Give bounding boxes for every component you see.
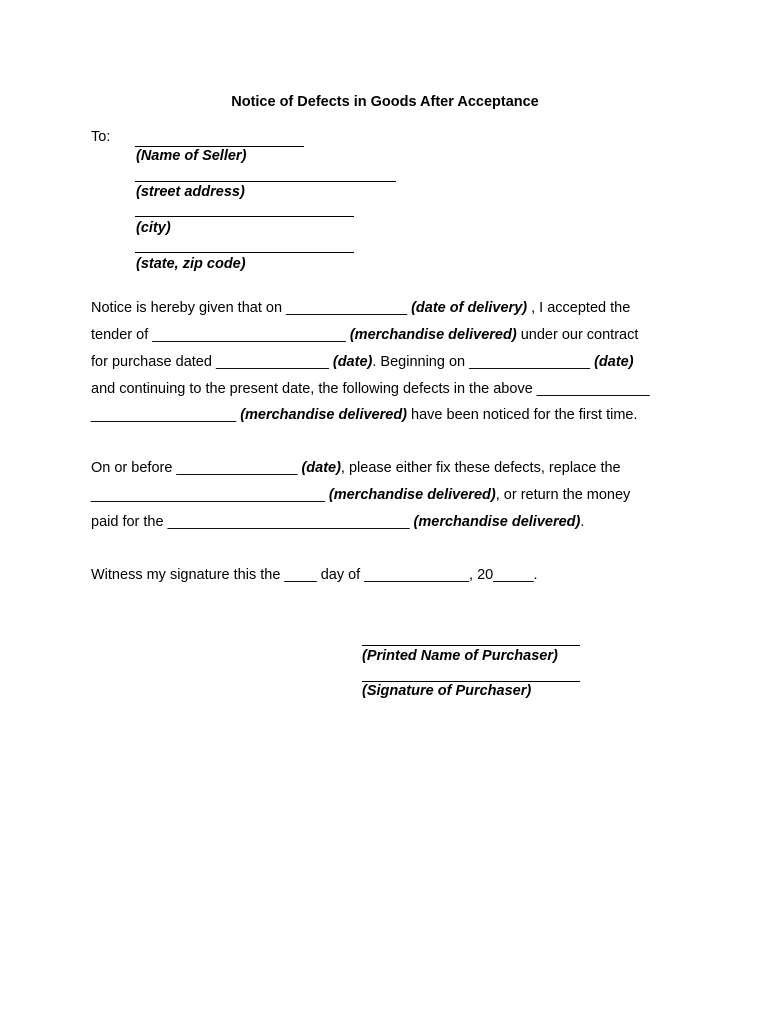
signature-label: (Signature of Purchaser) (362, 683, 532, 699)
street-address-label: (street address) (136, 184, 245, 200)
state-zip-label: (state, zip code) (136, 256, 246, 272)
text-segment: . Beginning on _______________ (372, 354, 595, 370)
text-segment: tender of ________________________ (91, 327, 350, 343)
text-segment: and continuing to the present date, the following defects in the above ______________ (91, 381, 650, 397)
merchandise-delivered-label: (merchandise delivered) (349, 327, 517, 343)
paragraph1-line4 (91, 381, 650, 397)
printed-name-label: (Printed Name of Purchaser) (362, 648, 558, 664)
paragraph2-line2 (91, 487, 630, 503)
printed-name-blank[interactable] (362, 645, 580, 646)
paragraph2-line3 (91, 514, 584, 530)
signature-blank[interactable] (362, 681, 580, 682)
to-label: To: (91, 129, 111, 145)
witness-line: Witness my signature this the ____ day of _____________, 20_____. (91, 567, 538, 583)
text-segment: under our contract (516, 327, 639, 343)
text-segment: _____________________________ (91, 487, 329, 503)
street-address-blank[interactable] (135, 181, 396, 182)
paragraph1-line2 (91, 327, 638, 343)
text-segment: __________________ (91, 407, 241, 423)
text-segment: Notice is hereby given that on _______________ (91, 300, 412, 316)
text-segment: , I accepted the (527, 300, 631, 316)
seller-name-blank[interactable] (135, 146, 304, 147)
date-of-delivery-label: (date of delivery) (411, 300, 528, 316)
city-label: (city) (136, 220, 171, 236)
city-blank[interactable] (135, 216, 354, 217)
state-zip-blank[interactable] (135, 252, 354, 253)
merchandise-delivered-label: (merchandise delivered) (413, 514, 581, 530)
document-title: Notice of Defects in Goods After Acceptance (231, 94, 539, 110)
date-label: (date) (332, 354, 373, 370)
merchandise-delivered-label: (merchandise delivered) (328, 487, 496, 503)
text-segment: . (580, 514, 585, 530)
text-segment: , please either fix these defects, replace the (340, 460, 621, 476)
text-segment: , or return the money (495, 487, 631, 503)
text-segment: for purchase dated ______________ (91, 354, 333, 370)
paragraph1-line3 (91, 354, 634, 370)
text-segment: On or before _______________ (91, 460, 302, 476)
merchandise-delivered-label: (merchandise delivered) (240, 407, 408, 423)
seller-name-label: (Name of Seller) (136, 148, 247, 164)
date-label: (date) (301, 460, 341, 476)
date-label: (date) (594, 354, 634, 370)
paragraph2-line1 (91, 460, 621, 476)
text-segment: paid for the ______________________________ (91, 514, 414, 530)
paragraph1-line5 (91, 407, 638, 423)
paragraph1-line1 (91, 300, 630, 316)
text-segment: have been noticed for the first time. (407, 407, 638, 423)
